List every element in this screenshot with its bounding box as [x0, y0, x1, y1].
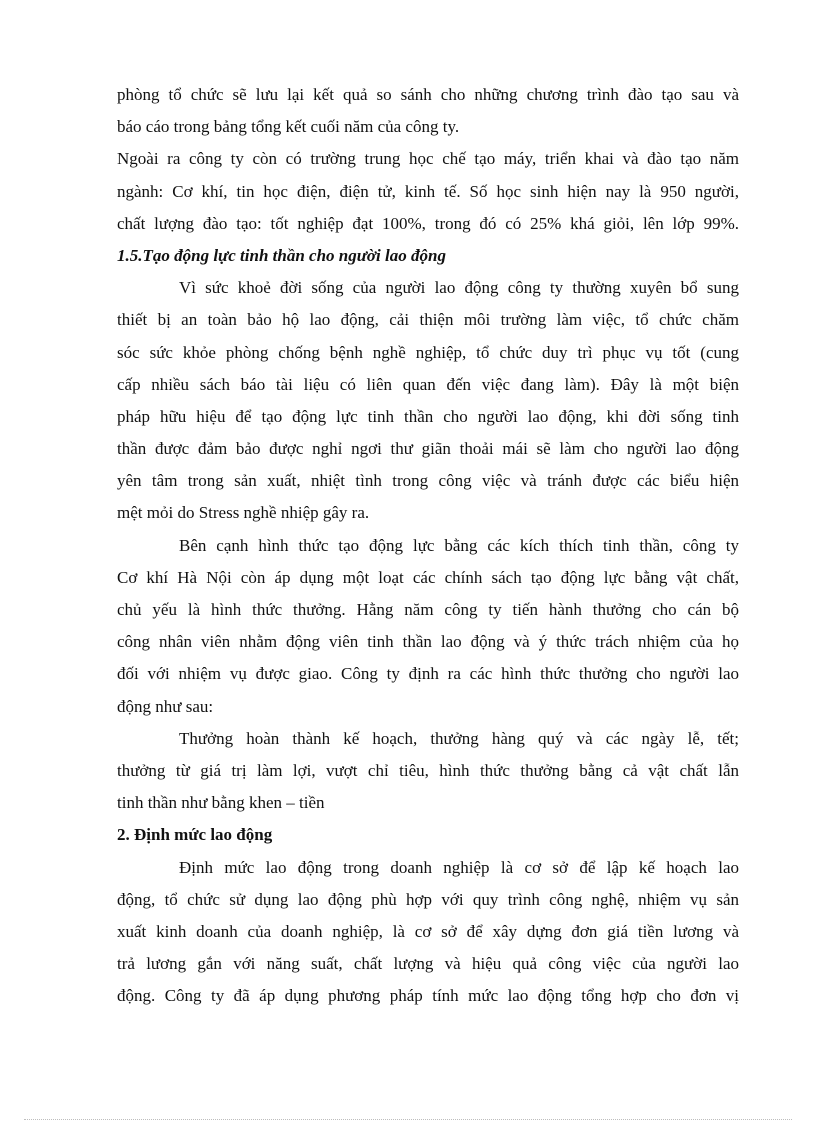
text-line: động. Công ty đã áp dụng phương pháp tính mức lao động tổng hợp cho đơn vị [117, 986, 739, 1006]
text-line: Bên cạnh hình thức tạo động lực bằng các kích thích tinh thần, công ty [179, 535, 739, 555]
text-line: yên tâm trong sản xuất, nhiệt tình trong công việc và tránh được các biểu hiện [117, 471, 739, 491]
section-heading-2: 2. Định mức lao động [117, 825, 273, 845]
text-line: mệt mỏi do Stress nghề nhiệp gây ra. [117, 503, 370, 523]
text-line: phòng tổ chức sẽ lưu lại kết quả so sánh cho những chương trình đào tạo sau và [117, 85, 739, 104]
text-line: Định mức lao động trong doanh nghiệp là cơ sở để lập kế hoạch lao [179, 857, 739, 877]
text-line: thần được đảm bảo được nghỉ ngơi thư giãn thoải mái sẽ làm cho người lao động [117, 439, 739, 459]
text-line: Cơ khí Hà Nội còn áp dụng một loạt các chính sách tạo động lực bằng vật chất, [117, 567, 739, 587]
text-line: đối với nhiệm vụ được giao. Công ty định ra các hình thức thưởng cho người lao [117, 664, 739, 684]
text-line: động như sau: [117, 696, 214, 716]
text-line: thưởng từ giá trị làm lợi, vượt chỉ tiêu, hình thức thưởng bằng cả vật chất lẫn [117, 760, 739, 780]
text-line: chủ yếu là hình thức thưởng. Hằng năm công ty tiến hành thưởng cho cán bộ [117, 600, 739, 619]
text-line: sóc sức khỏe phòng chống bệnh nghề nghiệp, tổ chức duy trì phục vụ tốt (cung [117, 342, 739, 362]
text-line: ngành: Cơ khí, tin học điện, điện tử, kinh tế. Số học sinh hiện nay là 950 người, [117, 181, 739, 201]
text-line: động, tổ chức sử dụng lao động phù hợp với quy trình công nghệ, nhiệm vụ sản [117, 889, 739, 909]
text-line: chất lượng đào tạo: tốt nghiệp đạt 100%, trong đó có 25% khá giỏi, lên lớp 99%. [117, 213, 739, 233]
page-bottom-divider [24, 1119, 792, 1120]
text-line: báo cáo trong bảng tổng kết cuối năm của công ty. [117, 117, 460, 137]
text-line: trả lương gắn với năng suất, chất lượng và hiệu quả công việc của người lao [117, 954, 739, 974]
text-line: Thưởng hoàn thành kế hoạch, thưởng hàng quý và các ngày lễ, tết; [179, 728, 739, 748]
text-line: Vì sức khoẻ đời sống của người lao động công ty thường xuyên bổ sung [179, 278, 739, 298]
text-line: Ngoài ra công ty còn có trường trung học chế tạo máy, triển khai và đào tạo năm [117, 149, 739, 169]
text-line: cấp nhiều sách báo tài liệu có liên quan đến việc đang làm). Đây là một biện [117, 374, 739, 394]
section-heading-1-5: 1.5.Tạo động lực tinh thần cho người lao động [117, 245, 446, 265]
text-line: tinh thần như bằng khen – tiền [117, 793, 325, 813]
document-page [117, 79, 739, 1012]
text-line: pháp hữu hiệu để tạo động lực tinh thần cho người lao động, khi đời sống tinh [117, 406, 739, 426]
text-line: xuất kinh doanh của doanh nghiệp, là cơ sở để xây dựng đơn giá tiền lương và [117, 921, 739, 941]
text-line: thiết bị an toàn bảo hộ lao động, cải thiện môi trường làm việc, tổ chức chăm [117, 310, 739, 330]
text-line: công nhân viên nhằm động viên tinh thần lao động và ý thức trách nhiệm của họ [117, 632, 739, 652]
